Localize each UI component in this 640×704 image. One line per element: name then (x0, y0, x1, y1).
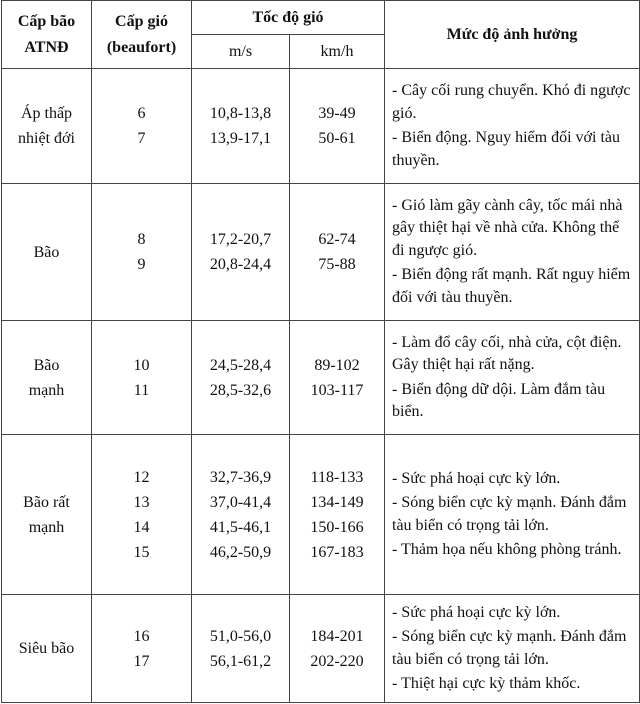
impact-cell (385, 435, 640, 595)
level-cell-value: mạnh (28, 381, 65, 399)
scale-cell-value: 14 (133, 518, 150, 536)
impact-cell (385, 595, 640, 703)
level-cell-value: Áp thấp (20, 105, 73, 122)
speed-kmh-cell-value: 150-166 (310, 518, 364, 536)
speed-ms-cell (192, 435, 290, 595)
level-cell (2, 435, 92, 595)
speed-ms-cell-value: 37,0-41,4 (209, 493, 272, 511)
level-cell-value: Siêu bão (18, 640, 75, 657)
scale-cell-value: 12 (133, 468, 150, 486)
speed-ms-cell (192, 321, 290, 435)
level-cell-value: Bão (33, 356, 60, 374)
header-unit-kmh: km/h (290, 35, 385, 69)
speed-kmh-cell-value: 39-49 (318, 105, 356, 122)
speed-kmh-cell-value: 62-74 (318, 231, 356, 248)
speed-ms-cell-value: 10,8-13,8 (209, 105, 272, 122)
speed-ms-cell-value: 32,7-36,9 (209, 468, 272, 486)
speed-kmh-cell-value: 184-201 (310, 627, 364, 645)
speed-kmh-cell (290, 184, 385, 321)
speed-kmh-cell-value: 118-133 (310, 468, 364, 486)
scale-cell (92, 321, 192, 435)
impact-item: - Thiệt hại cực kỳ thảm khốc. (392, 675, 581, 692)
table-row (2, 69, 640, 184)
impact-item: - Cây cối rung chuyển. Khó đi ngược gió. (392, 82, 631, 122)
impact-item: - Gió làm gãy cành cây, tốc mái nhà gây thiệt hại về nhà cửa. Không thể đi ngược gió. (392, 196, 623, 259)
header-level-line: Cấp bão (17, 12, 76, 30)
speed-kmh-cell-value: 103-117 (310, 381, 364, 399)
scale-cell (92, 595, 192, 703)
speed-ms-cell-value: 41,5-46,1 (209, 518, 272, 536)
scale-cell-value: 9 (137, 256, 146, 273)
impact-item: - Làm đổ cây cối, nhà cửa, cột điện. Gây thiệt hại rất nặng. (392, 333, 622, 373)
speed-ms-cell (192, 69, 290, 184)
scale-cell (92, 69, 192, 184)
level-cell (2, 69, 92, 184)
header-impact: Mức độ ảnh hưởng (385, 1, 640, 69)
impact-item: - Sức phá hoại cực kỳ lớn. (392, 469, 561, 487)
table-row (2, 321, 640, 435)
impact-cell (385, 184, 640, 321)
header-unit-ms: m/s (192, 35, 290, 69)
speed-ms-cell-value: 24,5-28,4 (209, 356, 272, 374)
header-speed: Tốc độ gió (192, 1, 385, 35)
level-cell (2, 184, 92, 321)
scale-cell-value: 8 (137, 231, 146, 248)
speed-ms-cell-value: 51,0-56,0 (209, 627, 272, 645)
speed-kmh-cell-value: 167-183 (310, 543, 364, 561)
header-scale-line: (beaufort) (106, 38, 177, 56)
header-level-line: ATNĐ (24, 38, 69, 56)
level-cell-value: nhiệt đới (18, 130, 75, 147)
speed-ms-cell-value: 46,2-50,9 (209, 543, 272, 561)
header-scale-line: Cấp gió (115, 12, 168, 30)
speed-ms-cell-value: 28,5-32,6 (209, 381, 272, 399)
speed-ms-cell (192, 184, 290, 321)
level-cell-value: Bão rất (23, 493, 70, 511)
speed-ms-cell-value: 13,9-17,1 (209, 130, 272, 147)
speed-ms-cell-value: 20,8-24,4 (209, 256, 272, 273)
scale-cell-value: 17 (133, 652, 150, 670)
speed-kmh-cell (290, 435, 385, 595)
speed-kmh-cell-value: 50-61 (318, 130, 356, 147)
scale-cell (92, 184, 192, 321)
scale-cell-value: 10 (133, 356, 150, 374)
header-scale (92, 1, 192, 69)
scale-cell-value: 11 (133, 381, 150, 399)
impact-cell (385, 321, 640, 435)
table-row (2, 184, 640, 321)
scale-cell-value: 13 (133, 493, 150, 511)
scale-cell (92, 435, 192, 595)
impact-item: - Biển động rất mạnh. Rất nguy hiểm đối với tàu thuyền. (392, 266, 631, 306)
wind-scale-table (1, 0, 640, 703)
level-cell (2, 595, 92, 703)
impact-item: - Biển động dữ dội. Làm đắm tàu biển. (392, 380, 606, 420)
level-cell-value: mạnh (28, 518, 65, 536)
scale-cell-value: 15 (133, 543, 150, 561)
level-cell (2, 321, 92, 435)
impact-item: - Biển động. Nguy hiểm đối với tàu thuyền. (392, 129, 620, 169)
speed-ms-cell (192, 595, 290, 703)
speed-kmh-cell-value: 134-149 (310, 493, 364, 511)
table-row (2, 435, 640, 595)
speed-kmh-cell (290, 321, 385, 435)
impact-item: - Sóng biển cực kỳ mạnh. Đánh đắm tàu biển có trọng tải lớn. (392, 628, 627, 668)
speed-kmh-cell (290, 69, 385, 184)
speed-kmh-cell (290, 595, 385, 703)
speed-kmh-cell-value: 202-220 (310, 652, 364, 670)
header-level (2, 1, 92, 69)
scale-cell-value: 6 (137, 105, 146, 122)
speed-kmh-cell-value: 89-102 (314, 356, 360, 374)
impact-item: - Sức phá hoại cực kỳ lớn. (392, 603, 561, 621)
speed-kmh-cell-value: 75-88 (318, 256, 356, 273)
level-cell-value: Bão (33, 243, 60, 261)
speed-ms-cell-value: 17,2-20,7 (209, 231, 272, 248)
scale-cell-value: 7 (137, 130, 146, 147)
impact-item: - Thảm họa nếu không phòng tránh. (392, 541, 622, 558)
table-row (2, 595, 640, 703)
speed-ms-cell-value: 56,1-61,2 (209, 652, 272, 670)
impact-item: - Sóng biển cực kỳ mạnh. Đánh đắm tàu biển có trọng tải lớn. (392, 494, 627, 534)
impact-cell (385, 69, 640, 184)
scale-cell-value: 16 (133, 627, 150, 645)
